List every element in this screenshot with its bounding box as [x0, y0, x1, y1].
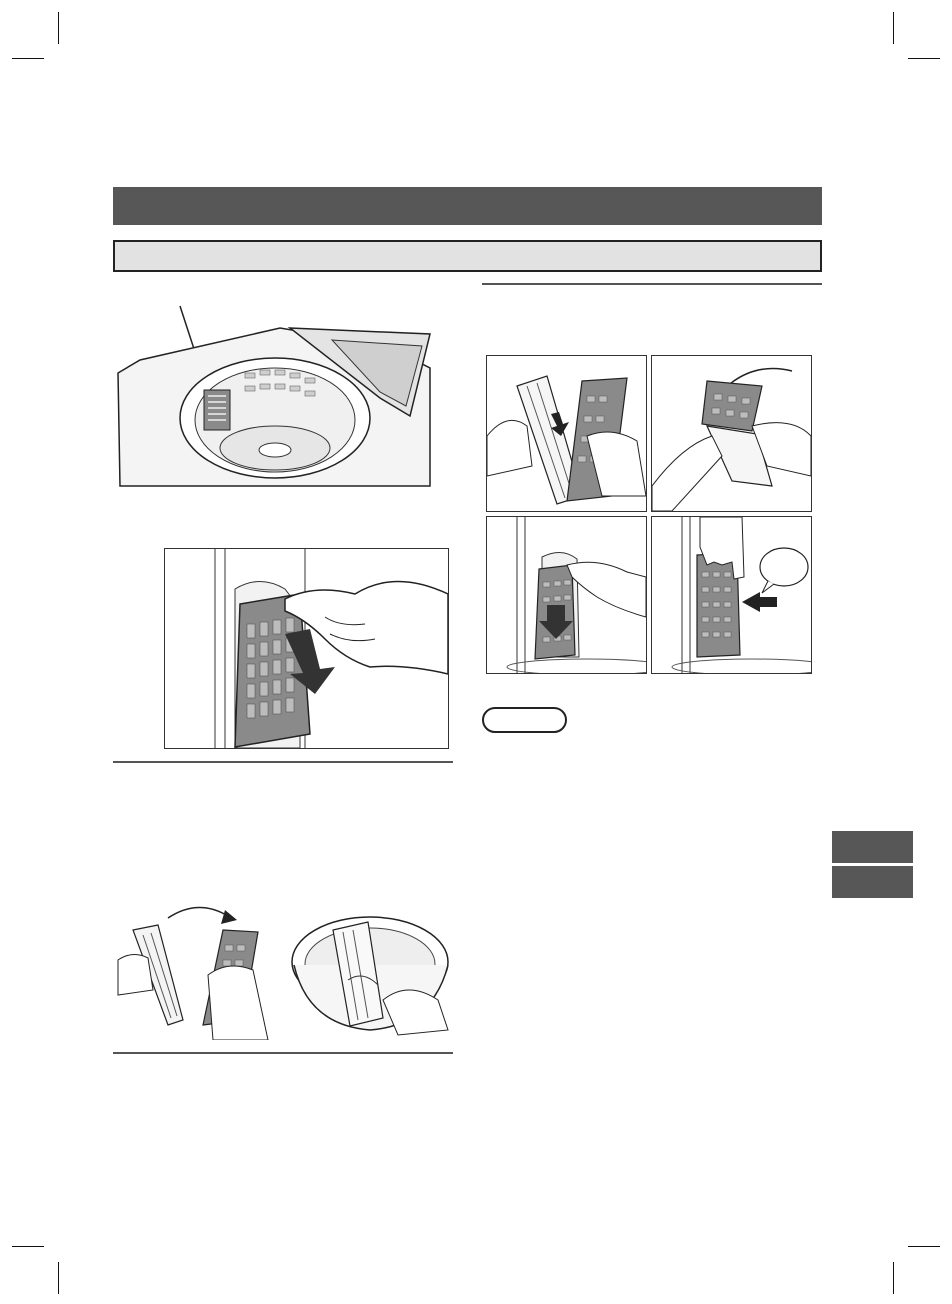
- crop-mark-br-v: [893, 1262, 894, 1294]
- step-divider-left-bottom: [113, 1052, 453, 1054]
- section-header-bar: [113, 187, 822, 225]
- lint-filter-open-case-icon: [113, 900, 273, 1040]
- crop-mark-tr-h: [908, 58, 940, 59]
- crop-mark-bl-v: [58, 1262, 59, 1294]
- crop-mark-bl-h: [12, 1246, 44, 1247]
- note-pill-icon: [482, 707, 567, 733]
- crop-mark-tr-v: [893, 12, 894, 44]
- filter-push-click-icon: [651, 516, 812, 674]
- crop-mark-tl-h: [12, 58, 44, 59]
- side-tab-upper[interactable]: [832, 831, 913, 863]
- filter-fold-cover-icon: [651, 355, 812, 512]
- washer-lint-filter-location-icon: [110, 298, 450, 488]
- lint-filter-pull-down-icon: [164, 548, 449, 749]
- subsection-header-bar: [113, 240, 822, 272]
- step-divider-right-top: [482, 283, 822, 285]
- crop-mark-tl-v: [58, 12, 59, 44]
- lint-filter-wash-bowl-icon: [288, 900, 453, 1040]
- step-divider-left-mid: [113, 761, 453, 763]
- filter-close-case-icon: [486, 355, 647, 512]
- crop-mark-br-h: [908, 1246, 940, 1247]
- side-tab-lower[interactable]: [832, 866, 913, 898]
- filter-insert-down-icon: [486, 516, 647, 674]
